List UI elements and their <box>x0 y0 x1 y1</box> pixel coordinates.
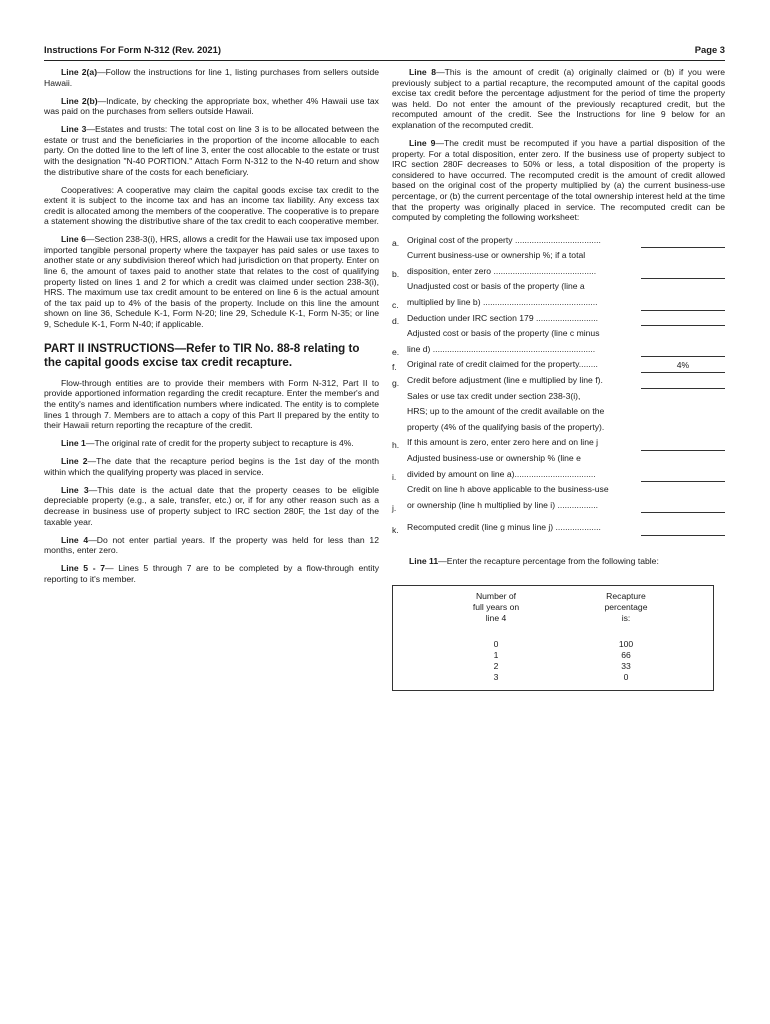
paragraph-text: —Indicate, by checking the appropriate box, whether 4% Hawaii use tax was paid on the purchases from sellers outside Hawaii. <box>44 95 379 117</box>
row-letter: d. <box>392 315 400 326</box>
table-cell: 66 <box>621 649 631 660</box>
row-text-line: Adjusted cost or basis of the property (line c minus <box>407 328 600 339</box>
paragraph-text: —Do not enter partial years. If the property was held for less than 12 months, enter zero. <box>44 534 379 556</box>
row-text-line: Adjusted business-use or ownership % (line e <box>407 453 581 464</box>
row-text: Original cost of the property .................................... <box>407 234 601 245</box>
entry-field-k[interactable] <box>641 522 725 536</box>
header-line: full years on <box>472 601 520 612</box>
line-label: Line 8 <box>409 67 437 77</box>
row-text <box>407 389 635 451</box>
entry-field-d[interactable] <box>641 312 725 326</box>
header-line: line 4 <box>485 612 507 623</box>
table-cell: 33 <box>621 660 631 671</box>
paragraph-line-2b <box>44 96 379 117</box>
line-label: Line 2 <box>61 456 88 467</box>
paragraph-text: —Follow the instructions for line 1, listing purchases from sellers outside Hawaii. <box>44 67 380 88</box>
paragraph-text: —This is the amount of credit (a) originally claimed or (b) if you were previously subject to a partial recapture, the recomputed amount of the capital goods excise tax credit before the percentage adjustment for the period of time the property was held. Do not enter the amount of the previously recaptured credit, but the recomputed amount of the credit. See the Instructions for line 9 below for an explanation of the recomputed credit. <box>392 67 725 130</box>
entry-field-j[interactable] <box>641 499 725 513</box>
entry-field-b[interactable] <box>641 265 725 279</box>
line-label: Line 2(a) <box>61 67 98 77</box>
paragraph-text: —Section 238-3(i), HRS, allows a credit for the Hawaii use tax imposed upon imported tangible personal property where the taxpayer has paid sales or use taxes to another state or any subdivision thereof which had jurisdiction on that property. Enter on line 6, the amount of taxes paid to another state that relates to the cost of qualifying property listed on lines 1 and 2 for which a credit was claimed under section 238-3(i), HRS. The maximum use tax credit amount to be entered on line 6 is the actual amount of the tax paid up to 4% of the basis of the property. Include on this line the amount shown on line 36, Schedule K-1, Form N-20; line 29, Schedule K-1, Form N-35; or line 9, Schedule K-1, Form N-40; if applicable. <box>44 234 379 330</box>
paragraph-line-3 <box>44 124 379 177</box>
paragraph-line-11 <box>392 556 725 567</box>
table-cell: 0 <box>493 638 499 649</box>
paragraph-part2-line-4 <box>44 535 379 556</box>
row-letter: e. <box>392 346 400 357</box>
row-text: Original rate of credit claimed for the property........ <box>407 359 598 370</box>
line-label: Line 3 <box>61 124 87 135</box>
row-letter: j. <box>392 502 397 513</box>
row-letter: h. <box>392 440 400 451</box>
worksheet-row-i <box>392 451 725 482</box>
line-label: Line 1 <box>61 438 86 449</box>
entry-field-h[interactable] <box>641 437 725 451</box>
row-text-line: Credit on line h above applicable to the business-use <box>407 484 609 495</box>
line-label: Line 2(b) <box>61 95 98 106</box>
worksheet-row-h <box>392 389 725 451</box>
header-divider <box>44 60 725 61</box>
row-text: Deduction under IRC section 179 .......................... <box>407 312 599 323</box>
paragraph-text: —The date that the recapture period begins is the 1st day of the month within which the qualifying property was placed in service. <box>44 456 379 477</box>
row-text-line: Unadjusted cost or basis of the property (line a <box>407 281 585 292</box>
paragraph-part2-line-2 <box>44 456 379 477</box>
header-line: percentage <box>604 601 648 612</box>
row-letter: b. <box>392 268 400 279</box>
row-text <box>407 248 635 279</box>
recomputed-credit-worksheet <box>392 233 725 536</box>
worksheet-row-j <box>392 482 725 513</box>
paragraph-part2-line-1 <box>44 438 379 449</box>
row-text-line: If this amount is zero, enter zero here and on line j <box>407 437 599 448</box>
table-cell: 100 <box>618 638 634 649</box>
entry-field-e[interactable] <box>641 343 725 357</box>
row-text <box>407 482 635 513</box>
column-header-percentage <box>571 591 681 624</box>
line-label: Line 3 <box>61 484 89 495</box>
line-label: Line 11 <box>409 555 439 566</box>
paragraph-line-8 <box>392 67 725 131</box>
worksheet-row-d <box>392 311 725 327</box>
row-text-line: or ownership (line h multiplied by line i) ................. <box>407 499 599 510</box>
paragraph-text: — Lines 5 through 7 are to be completed by a flow-through entity reporting to it's member. <box>44 563 380 584</box>
paragraph-line-6 <box>44 234 379 329</box>
column-values-percentage <box>571 639 681 684</box>
column-header-years <box>441 591 551 624</box>
row-letter: f. <box>392 362 397 373</box>
worksheet-row-e <box>392 326 725 357</box>
entry-field-a[interactable] <box>641 234 725 248</box>
left-column <box>44 67 379 592</box>
row-text-line: Sales or use tax credit under section 238-3(i), <box>407 390 581 401</box>
row-text: Credit before adjustment (line e multiplied by line f). <box>407 375 603 386</box>
paragraph-line-2a <box>44 67 379 88</box>
header-line: Recapture <box>606 590 646 601</box>
worksheet-row-f <box>392 357 725 373</box>
entry-field-g[interactable] <box>641 375 725 389</box>
row-text <box>407 279 635 310</box>
paragraph-cooperatives: Cooperatives: A cooperative may claim the capital goods excise tax credit to the extent it is subject to the income tax and has an income tax liability. Any excess tax credit is allocated among the members of the cooperative. The cooperative is to prepare a statement showing the distributive share of the tax credit to each cooperative member. <box>44 184 379 227</box>
worksheet-row-c <box>392 279 725 310</box>
row-text <box>407 326 635 357</box>
spacer <box>392 513 725 520</box>
paragraph-flow-through: Flow-through entities are to provide their members with Form N-312, Part II to provide apportioned information regarding the credit recapture. Enter the member's and the entity's names and identification numbers where indicated. The entity is to complete lines 1 through 7. Members are to attach a copy of this Part II prepared by the entity to their Hawaii return reporting the recapture of the credit. <box>44 377 379 431</box>
row-letter: a. <box>392 237 400 248</box>
paragraph-text: —The original rate of credit for the property subject to recapture is 4%. <box>85 438 354 449</box>
row-text-line: HRS; up to the amount of the credit available on the <box>407 406 605 417</box>
column-values-years <box>441 639 551 684</box>
row-text-line: divided by amount on line a).................................. <box>407 468 596 479</box>
table-cell: 2 <box>493 660 499 671</box>
header-line: Number of <box>475 590 517 601</box>
paragraph-line-9 <box>392 138 725 223</box>
paragraph-text: —This date is the actual date that the property ceases to be eligible depreciable property (e.g., a sale, transfer, etc.) or, if for any other reason such as a decrease in business use of property subject to IRC section 280F, the 1st day of the taxable year. <box>44 484 379 527</box>
paragraph-text: —The credit must be recomputed if you have a partial disposition of the property. For a total disposition, enter zero. If the business use of property subject to IRC section 280F decreases to 50% or less, a total disposition of the property is considered to have occurred. The recomputed credit is the amount of credit allowed based on the original cost of the property multiplied by (a) the current business-use percentage, or (b) the current percentage of the total ownership interest held at the time that the property was originally placed in service. The recomputed credit can be computed by completing the following worksheet: <box>392 137 725 223</box>
worksheet-row-a <box>392 233 725 249</box>
document-title: Instructions For Form N-312 (Rev. 2021) <box>44 44 221 55</box>
page-header <box>44 44 725 58</box>
worksheet-row-k <box>392 520 725 536</box>
row-text-line: line d) .................................................................... <box>407 343 596 354</box>
row-letter: c. <box>392 300 399 311</box>
page-number: Page 3 <box>694 44 725 55</box>
row-letter: g. <box>392 378 400 389</box>
line-label: Line 6 <box>61 234 86 245</box>
worksheet-row-g <box>392 373 725 389</box>
row-letter: k. <box>392 525 399 536</box>
row-text-line: multiplied by line b) ................................................ <box>407 297 598 308</box>
recapture-percentage-table <box>392 585 714 691</box>
entry-field-c[interactable] <box>641 297 725 311</box>
row-text: Recomputed credit (line g minus line j) ................... <box>407 522 601 533</box>
row-letter: i. <box>392 471 397 482</box>
line-label: Line 5 - 7 <box>61 563 106 574</box>
line-label: Line 4 <box>61 534 89 545</box>
worksheet-row-b <box>392 248 725 279</box>
paragraph-part2-line-3 <box>44 485 379 527</box>
part-ii-heading: PART II INSTRUCTIONS—Refer to TIR No. 88-8 relating to the capital goods excise tax credit recapture. <box>44 341 360 370</box>
paragraph-text: —Estates and trusts: The total cost on line 3 is to be allocated between the estate or trust and the beneficiaries in the proportion of the income allocable to each party. On the dotted line to the left of line 3, enter the cost allocable to the estate or trust with the designation "N-40 PORTION." Attach Form N-312 to the N-40 return and show the distributive share of the costs for each beneficiary. <box>44 124 379 177</box>
paragraph-part2-line-5-7 <box>44 563 379 584</box>
table-cell: 1 <box>493 649 499 660</box>
row-text-line: property (4% of the qualifying basis of the property). <box>407 421 605 432</box>
table-cell: 0 <box>623 672 629 683</box>
line-label: Line 9 <box>409 137 436 148</box>
header-line: is: <box>621 612 631 623</box>
row-text-line: disposition, enter zero ........................................... <box>407 265 597 276</box>
entry-field-f[interactable]: 4% <box>641 359 725 373</box>
table-cell: 3 <box>493 672 499 683</box>
paragraph-text: —Enter the recapture percentage from the following table: <box>438 555 659 566</box>
row-text <box>407 451 635 482</box>
right-column <box>392 67 725 691</box>
row-text-line: Current business-use or ownership %; if a total <box>407 250 586 261</box>
entry-field-i[interactable] <box>641 468 725 482</box>
